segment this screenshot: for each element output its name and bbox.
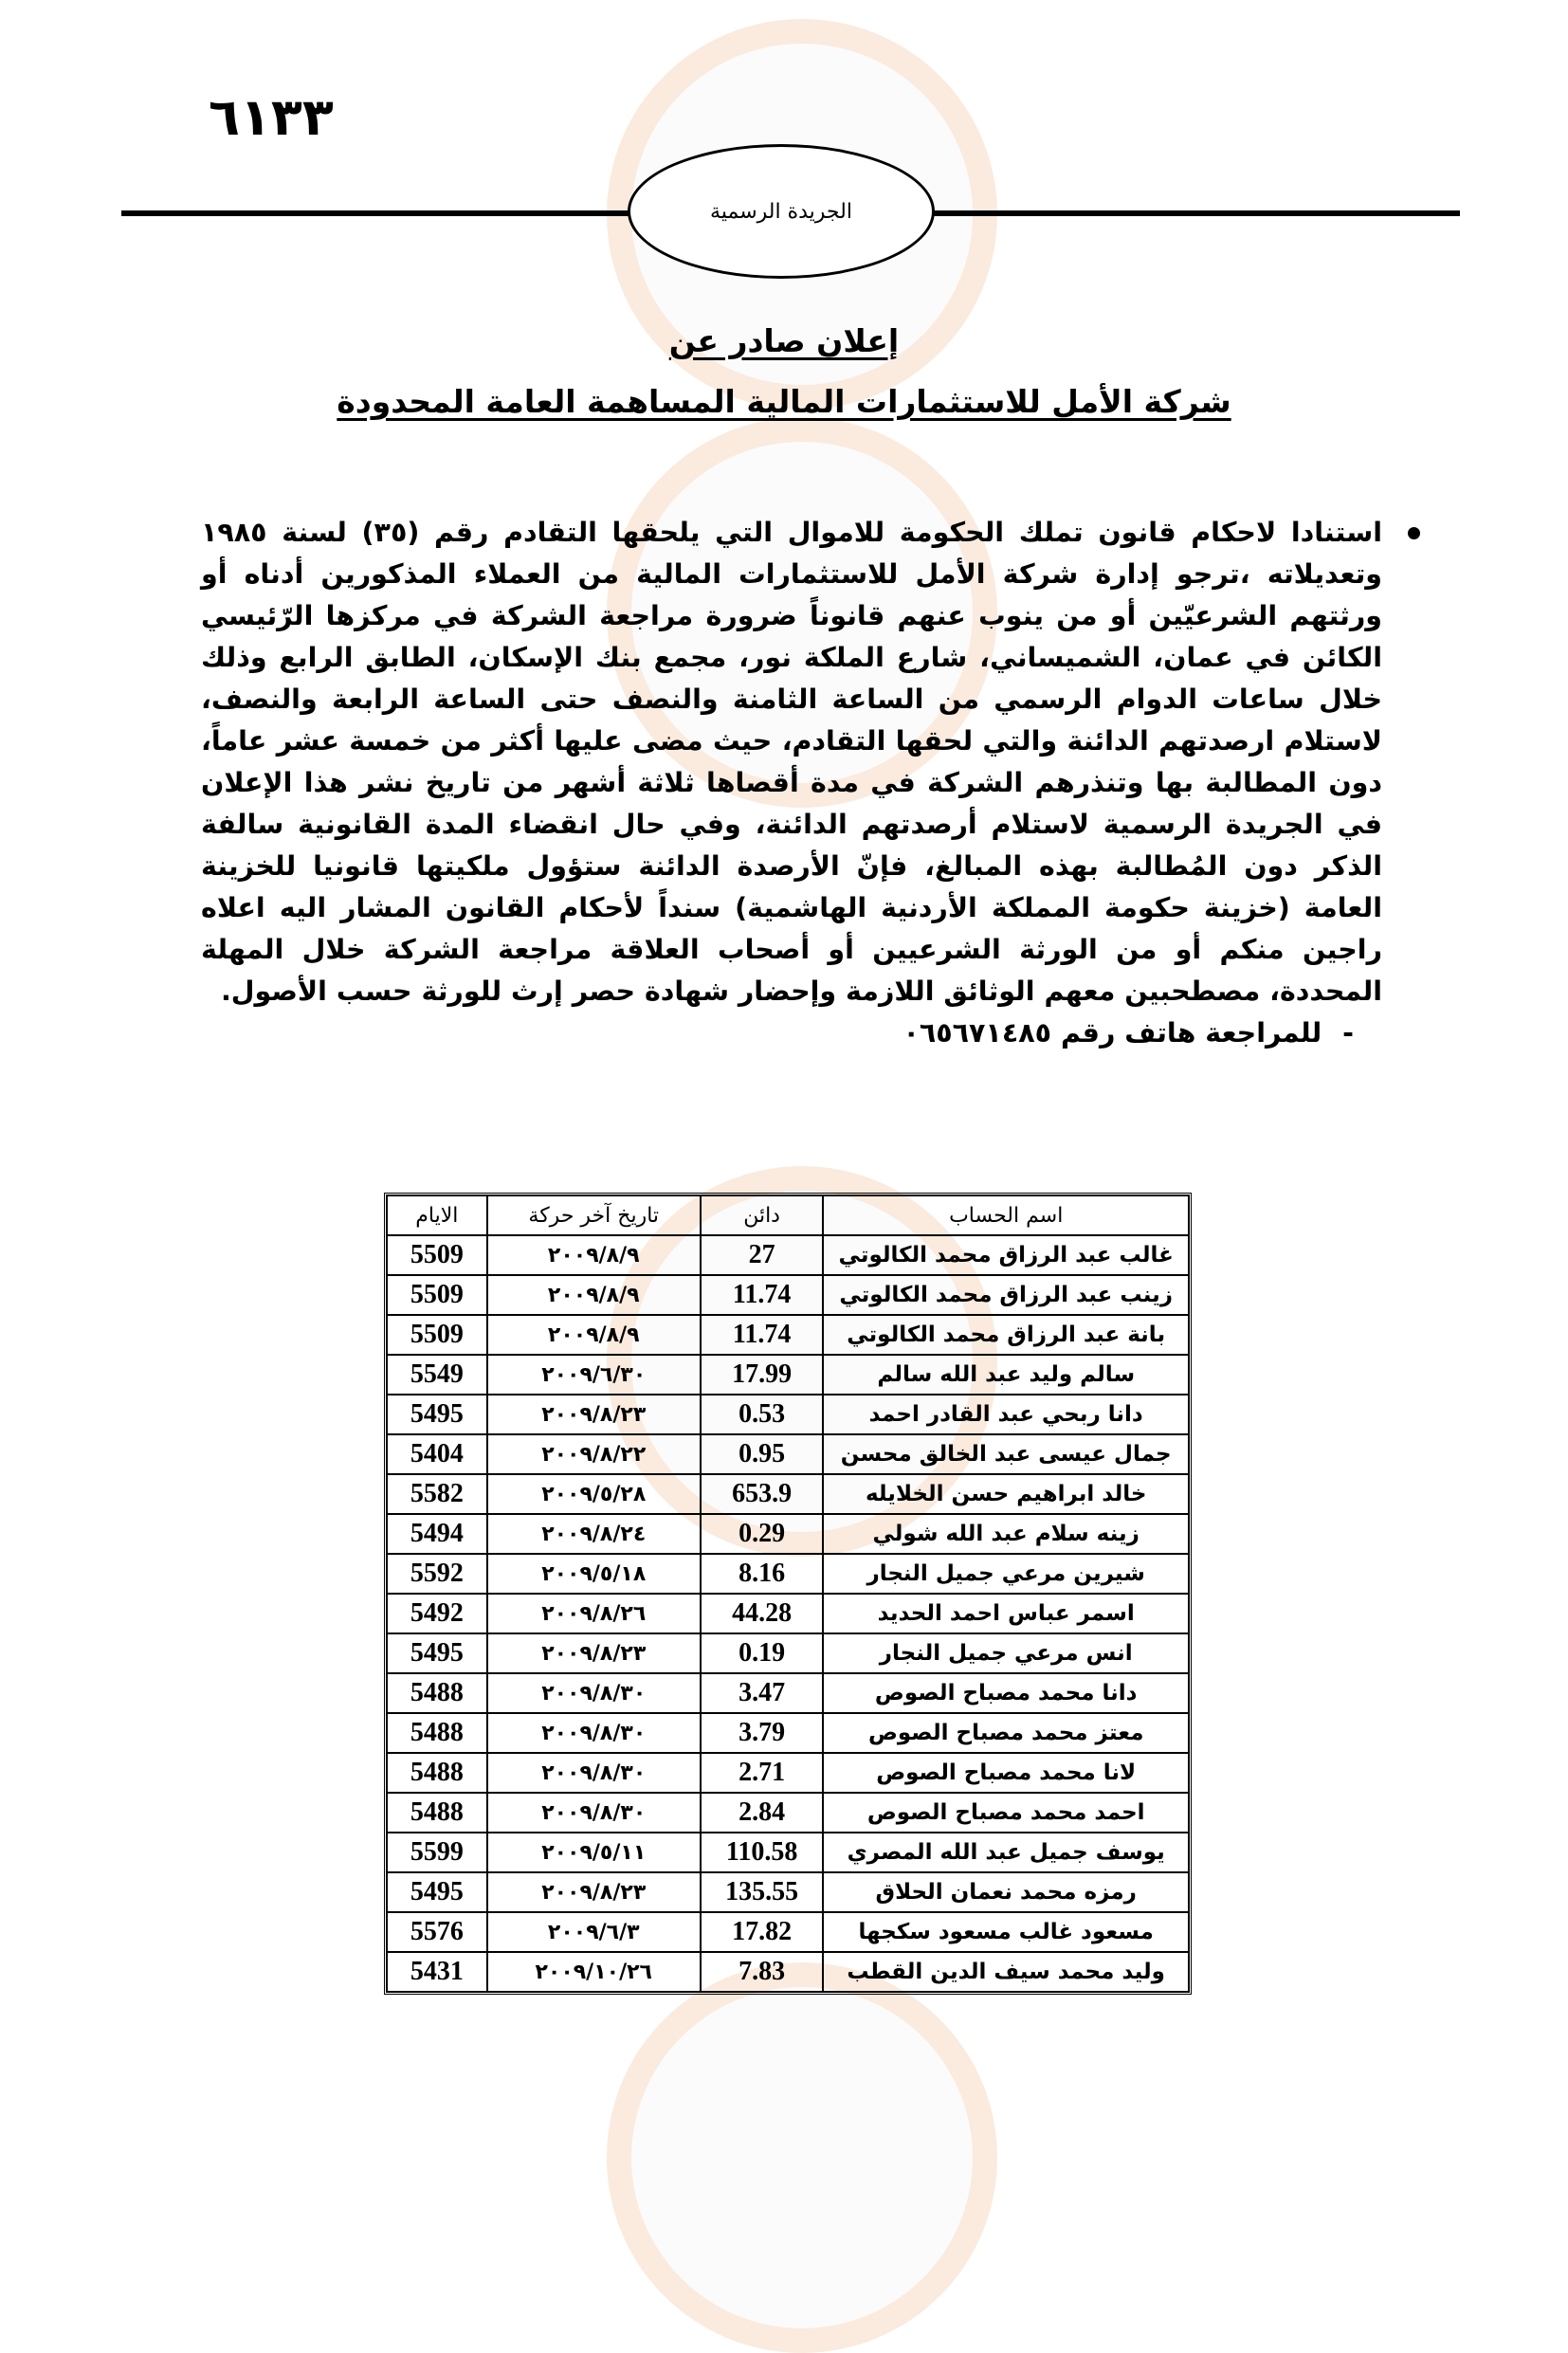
header-credit: دائن <box>701 1195 824 1235</box>
last-movement-date: ٢٠٠٩/٨/٢٣ <box>487 1872 701 1912</box>
last-movement-date: ٢٠٠٩/٥/٢٨ <box>487 1474 701 1514</box>
table-row <box>387 1912 1189 1952</box>
credit-amount: 17.99 <box>701 1355 824 1395</box>
watermark-clock <box>607 1962 997 2353</box>
accounts-table <box>384 1193 1192 1995</box>
account-name: احمد محمد مصباح الصوص <box>823 1793 1189 1833</box>
body-text: استنادا لاحكام قانون تملك الحكومة للاموال التي يلحقها التقادم رقم (٣٥) لسنة ١٩٨٥ وتعديلاته ،ترجو إدارة شركة الأمل للاستثمارات المالية من العملاء المذكورين أدناه أو ورثتهم الشرعيّين أو من ينوب عنهم قانوناً ضرورة مراجعة الشركة في مركزها الرّئيسي الكائن في عمان، الشميساني، شارع الملكة نور، مجمع بنك الإسكان، الطابق الرابع وذلك خلال ساعات الدوام الرسمي من الساعة الثامنة والنصف حتى الساعة الرابعة والنصف، لاستلام ارصدتهم الدائنة والتي لحقها التقادم، حيث مضى عليها أكثر من خمسة عشر عاماً، دون المطالبة بها وتنذرهم الشركة في مدة أقصاها ثلاثة أشهر من تاريخ نشر هذا الإعلان في الجريدة الرسمية لاستلام أرصدتهم الدائنة، وفي حال انقضاء المدة القانونية سالفة الذكر دون المُطالبة بهذه المبالغ، فإنّ الأرصدة الدائنة ستؤول ملكيتها قانونيا للخزينة العامة (خزينة حكومة المملكة الأردنية الهاشمية) سنداً لأحكام القانون المشار اليه اعلاه راجين منكم أو من الورثة الشرعيين أو أصحاب العلاقة مراجعة الشركة خلال المهلة المحددة، مصطحبين معهم الوثائق اللازمة وإحضار شهادة حصر إرث للورثة حسب الأصول. <box>201 517 1382 1007</box>
days-count: 5488 <box>387 1673 487 1713</box>
table-row <box>387 1514 1189 1554</box>
account-name: دانا محمد مصباح الصوص <box>823 1673 1189 1713</box>
credit-amount: 11.74 <box>701 1315 824 1355</box>
days-count: 5495 <box>387 1633 487 1673</box>
table-row <box>387 1315 1189 1355</box>
credit-amount: 653.9 <box>701 1474 824 1514</box>
table-row <box>387 1275 1189 1315</box>
gazette-emblem <box>628 144 935 279</box>
credit-amount: 0.19 <box>701 1633 824 1673</box>
account-name: سالم وليد عبد الله سالم <box>823 1355 1189 1395</box>
credit-amount: 135.55 <box>701 1872 824 1912</box>
credit-amount: 110.58 <box>701 1833 824 1872</box>
table-row <box>387 1594 1189 1633</box>
last-movement-date: ٢٠٠٩/٨/٩ <box>487 1275 701 1315</box>
account-name: انس مرعي جميل النجار <box>823 1633 1189 1673</box>
days-count: 5494 <box>387 1514 487 1554</box>
table-body <box>387 1235 1189 1992</box>
last-movement-date: ٢٠٠٩/٦/٣٠ <box>487 1355 701 1395</box>
table-row <box>387 1793 1189 1833</box>
table-row <box>387 1633 1189 1673</box>
credit-amount: 0.95 <box>701 1434 824 1474</box>
table-row <box>387 1833 1189 1872</box>
account-name: مسعود غالب مسعود سكجها <box>823 1912 1189 1952</box>
table-row <box>387 1713 1189 1753</box>
header-last-movement-date: تاريخ آخر حركة <box>487 1195 701 1235</box>
last-movement-date: ٢٠٠٩/٨/٢٣ <box>487 1395 701 1434</box>
account-name: معتز محمد مصباح الصوص <box>823 1713 1189 1753</box>
credit-amount: 7.83 <box>701 1952 824 1992</box>
days-count: 5404 <box>387 1434 487 1474</box>
days-count: 5509 <box>387 1315 487 1355</box>
account-name: اسمر عباس احمد الحديد <box>823 1594 1189 1633</box>
account-name: دانا ربحي عبد القادر احمد <box>823 1395 1189 1434</box>
page-number: ٦١٣٣ <box>209 87 334 147</box>
account-name: زينب عبد الرزاق محمد الكالوتي <box>823 1275 1189 1315</box>
last-movement-date: ٢٠٠٩/٨/٢٣ <box>487 1633 701 1673</box>
table-row <box>387 1395 1189 1434</box>
credit-amount: 0.29 <box>701 1514 824 1554</box>
last-movement-date: ٢٠٠٩/٥/١٨ <box>487 1554 701 1594</box>
credit-amount: 8.16 <box>701 1554 824 1594</box>
last-movement-date: ٢٠٠٩/٨/٣٠ <box>487 1793 701 1833</box>
header-account-name: اسم الحساب <box>823 1195 1189 1235</box>
table-row <box>387 1673 1189 1713</box>
days-count: 5488 <box>387 1713 487 1753</box>
last-movement-date: ٢٠٠٩/٨/٢٤ <box>487 1514 701 1554</box>
days-count: 5509 <box>387 1235 487 1275</box>
credit-amount: 0.53 <box>701 1395 824 1434</box>
account-name: وليد محمد سيف الدين القطب <box>823 1952 1189 1992</box>
gazette-name: الجريدة الرسمية <box>710 199 852 224</box>
last-movement-date: ٢٠٠٩/٨/٣٠ <box>487 1753 701 1793</box>
account-name: يوسف جميل عبد الله المصري <box>823 1833 1189 1872</box>
bullet-icon <box>1408 527 1420 539</box>
account-name: غالب عبد الرزاق محمد الكالوتي <box>823 1235 1189 1275</box>
company-title: شركة الأمل للاستثمارات المالية المساهمة العامة المحدودة <box>337 383 1231 420</box>
last-movement-date: ٢٠٠٩/٨/٩ <box>487 1235 701 1275</box>
announcement-body <box>201 512 1382 1054</box>
account-name: لانا محمد مصباح الصوص <box>823 1753 1189 1793</box>
credit-amount: 2.71 <box>701 1753 824 1793</box>
days-count: 5495 <box>387 1872 487 1912</box>
credit-amount: 11.74 <box>701 1275 824 1315</box>
last-movement-date: ٢٠٠٩/٥/١١ <box>487 1833 701 1872</box>
days-count: 5488 <box>387 1793 487 1833</box>
announcement-title: إعلان صادر عن <box>668 322 900 359</box>
days-count: 5599 <box>387 1833 487 1872</box>
days-count: 5509 <box>387 1275 487 1315</box>
days-count: 5576 <box>387 1912 487 1952</box>
last-movement-date: ٢٠٠٩/٨/٢٢ <box>487 1434 701 1474</box>
contact-line: -للمراجعة هاتف رقم ٠٦٥٦٧١٤٨٥ <box>903 1017 1354 1049</box>
table-row <box>387 1952 1189 1992</box>
days-count: 5582 <box>387 1474 487 1514</box>
credit-amount: 44.28 <box>701 1594 824 1633</box>
table-row <box>387 1753 1189 1793</box>
credit-amount: 3.79 <box>701 1713 824 1753</box>
account-name: رمزه محمد نعمان الحلاق <box>823 1872 1189 1912</box>
table-row <box>387 1235 1189 1275</box>
account-name: زينه سلام عبد الله شولي <box>823 1514 1189 1554</box>
days-count: 5495 <box>387 1395 487 1434</box>
table-row <box>387 1872 1189 1912</box>
last-movement-date: ٢٠٠٩/١٠/٢٦ <box>487 1952 701 1992</box>
credit-amount: 2.84 <box>701 1793 824 1833</box>
account-name: بانة عبد الرزاق محمد الكالوتي <box>823 1315 1189 1355</box>
last-movement-date: ٢٠٠٩/٨/٣٠ <box>487 1673 701 1713</box>
table-header-row <box>387 1195 1189 1235</box>
table-row <box>387 1474 1189 1514</box>
account-name: خالد ابراهيم حسن الخلايله <box>823 1474 1189 1514</box>
table-row <box>387 1554 1189 1594</box>
header-days: الايام <box>387 1195 487 1235</box>
days-count: 5492 <box>387 1594 487 1633</box>
credit-amount: 27 <box>701 1235 824 1275</box>
credit-amount: 17.82 <box>701 1912 824 1952</box>
table-row <box>387 1434 1189 1474</box>
days-count: 5488 <box>387 1753 487 1793</box>
last-movement-date: ٢٠٠٩/٨/٣٠ <box>487 1713 701 1753</box>
account-name: شيرين مرعي جميل النجار <box>823 1554 1189 1594</box>
last-movement-date: ٢٠٠٩/٨/٩ <box>487 1315 701 1355</box>
credit-amount: 3.47 <box>701 1673 824 1713</box>
days-count: 5592 <box>387 1554 487 1594</box>
days-count: 5549 <box>387 1355 487 1395</box>
account-name: جمال عيسى عبد الخالق محسن <box>823 1434 1189 1474</box>
days-count: 5431 <box>387 1952 487 1992</box>
last-movement-date: ٢٠٠٩/٦/٣ <box>487 1912 701 1952</box>
table-row <box>387 1355 1189 1395</box>
last-movement-date: ٢٠٠٩/٨/٢٦ <box>487 1594 701 1633</box>
